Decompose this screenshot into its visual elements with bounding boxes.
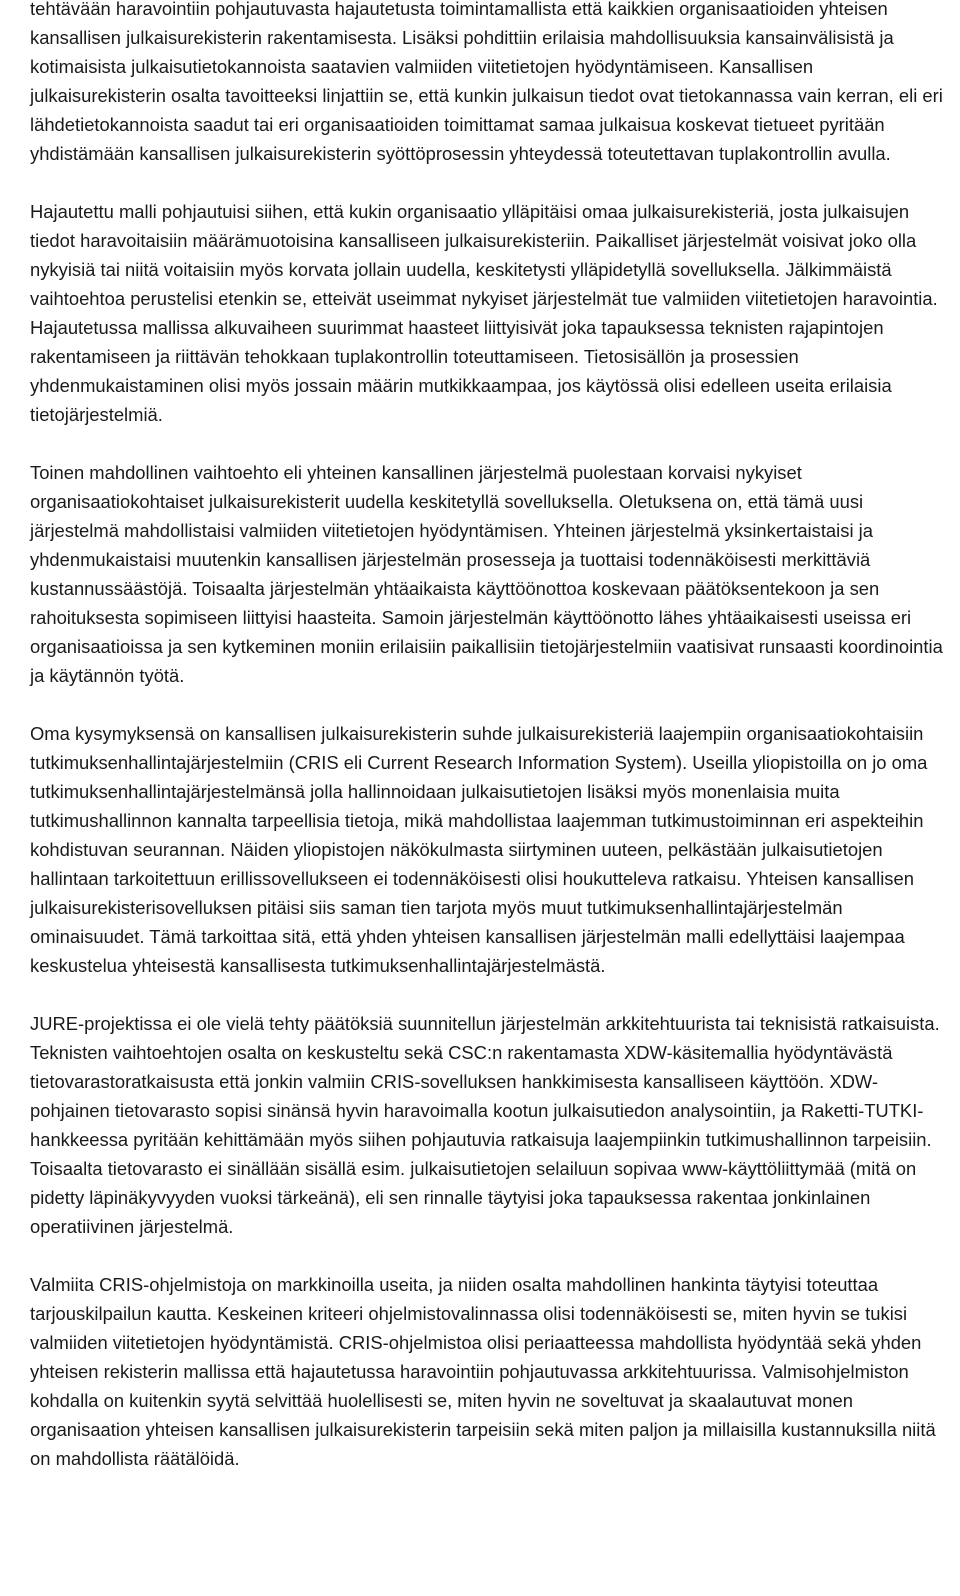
paragraph-5: JURE-projektissa ei ole vielä tehty päätöksiä suunnitellun järjestelmän arkkitehtuurista tai teknisistä ratkaisuista. Teknisten vaihtoehtojen osalta on keskusteltu sekä CSC:n rakentamasta XDW-käsitemallia hyödyntävästä tietovarastoratkaisusta että jonkin valmiin CRIS-sovelluksen hankkimisesta kansalliseen käyttöön. XDW-pohjainen tietovarasto sopisi sinänsä hyvin haravoimalla kootun julkaisutiedon analysointiin, ja Raketti-TUTKI-hankkeessa pyritään kehittämään myös siihen pohjautuvia ratkaisuja laajempiinkin tutkimushallinnon tarpeisiin. Toisaalta tietovarasto ei sinällään sisällä esim. julkaisutietojen selailuun sopivaa www-käyttöliittymää (mitä on pidetty läpinäkyvyyden vuoksi tärkeänä), eli sen rinnalle täytyisi joka tapauksessa rakentaa jonkinlainen operatiivinen järjestelmä. — [30, 1013, 940, 1237]
paragraph-6: Valmiita CRIS-ohjelmistoja on markkinoilla useita, ja niiden osalta mahdollinen hankinta täytyisi toteuttaa tarjouskilpailun kautta. Keskeinen kriteeri ohjelmistovalinnassa olisi todennäköisesti se, miten hyvin se tukisi valmiiden viitetietojen hyödyntämistä. CRIS-ohjelmistoa olisi periaatteessa mahdollista hyödyntää sekä yhden yhteisen rekisterin mallissa että hajautetussa haravointiin pohjautuvassa arkkitehtuurissa. Valmisohjelmiston kohdalla on kuitenkin syytä selvittää huolellisesti se, miten hyvin ne soveltuvat ja skaalautuvat monen organisaation yhteisen kansallisen julkaisurekisterin tarpeisiin sekä miten paljon ja millaisilla kustannuksilla niitä on mahdollista räätälöidä. — [30, 1274, 936, 1469]
paragraph-4: Oma kysymyksensä on kansallisen julkaisurekisterin suhde julkaisurekisteriä laajempiin organisaatiokohtaisiin tutkimuksenhallintajärjestelmiin (CRIS eli Current Research Information System). Useilla yliopistoilla on jo oma tutkimuksenhallintajärjestelmänsä jolla hallinnoidaan julkaisutietojen lisäksi myös monenlaisia muita tutkimushallinnon kannalta tarpeellisia tietoja, mikä mahdollistaa laajemman tutkimustoiminnan eri aspekteihin kohdistuvan seurannan. Näiden yliopistojen näkökulmasta siirtyminen uuteen, pelkästään julkaisutietojen hallintaan tarkoitettuun erillissovellukseen ei todennäköisesti olisi houkutteleva ratkaisu. Yhteisen kansallisen julkaisurekisterisovelluksen pitäisi siis saman tien tarjota myös muut tutkimuksenhallintajärjestelmän ominaisuudet. Tämä tarkoittaa sitä, että yhden yhteisen kansallisen järjestelmän malli edellyttäisi laajempaa keskustelua yhteisestä kansallisesta tutkimuksenhallintajärjestelmästä. — [30, 723, 928, 976]
paragraph-3: Toinen mahdollinen vaihtoehto eli yhteinen kansallinen järjestelmä puolestaan korvaisi nykyiset organisaatiokohtaiset julkaisurekisterit uudella keskitetyllä sovelluksella. Oletuksena on, että tämä uusi järjestelmä mahdollistaisi valmiiden viitetietojen hyödyntämisen. Yhteinen järjestelmä yksinkertaistaisi ja yhdenmukaistaisi muutenkin kansallisen järjestelmän prosesseja ja tuottaisi todennäköisesti merkittäviä kustannussäästöjä. Toisaalta järjestelmän yhtäaikaista käyttöönottoa koskevaan päätöksentekoon ja sen rahoituksesta sopimiseen liittyisi haasteita. Samoin järjestelmän käyttöönotto lähes yhtäaikaisesti useissa eri organisaatioissa ja sen kytkeminen moniin erilaisiin paikallisiin tietojärjestelmiin vaatisivat runsaasti koordinointia ja käytännön työtä. — [30, 462, 943, 686]
paragraph-1: tehtävään haravointiin pohjautuvasta hajautetusta toimintamallista että kaikkien organisaatioiden yhteisen kansallisen julkaisurekisterin rakentamisesta. Lisäksi pohdittiin erilaisia mahdollisuuksia kansainvälisistä ja kotimaisista julkaisutietokannoista saatavien valmiiden viitetietojen hyödyntämiseen. Kansallisen julkaisurekisterin osalta tavoitteeksi linjattiin se, että kunkin julkaisun tiedot ovat tietokannassa vain kerran, eli eri lähdetietokannoista saadut tai eri organisaatioiden toimittamat samaa julkaisua koskevat tietueet pyritään yhdistämään kansallisen julkaisurekisterin syöttöprosessin yhteydessä toteutettavan tuplakontrollin avulla. — [30, 0, 943, 164]
paragraph-2: Hajautettu malli pohjautuisi siihen, että kukin organisaatio ylläpitäisi omaa julkaisurekisteriä, josta julkaisujen tiedot haravoitaisiin määrämuotoisina kansalliseen julkaisurekisteriin. Paikalliset järjestelmät voisivat joko olla nykyisiä tai niitä voitaisiin myös korvata jollain uudella, keskitetysti ylläpidetyllä sovelluksella. Jälkimmäistä vaihtoehtoa perustelisi etenkin se, etteivät useimmat nykyiset järjestelmät tue valmiiden viitetietojen haravointia. Hajautetussa mallissa alkuvaiheen suurimmat haasteet liittyisivät joka tapauksessa teknisten rajapintojen rakentamiseen ja riittävän tehokkaan tuplakontrollin toteuttamiseen. Tietosisällön ja prosessien yhdenmukaistaminen olisi myös jossain määrin mutkikkaampaa, jos käytössä olisi edelleen useita erilaisia tietojärjestelmiä. — [30, 201, 938, 425]
